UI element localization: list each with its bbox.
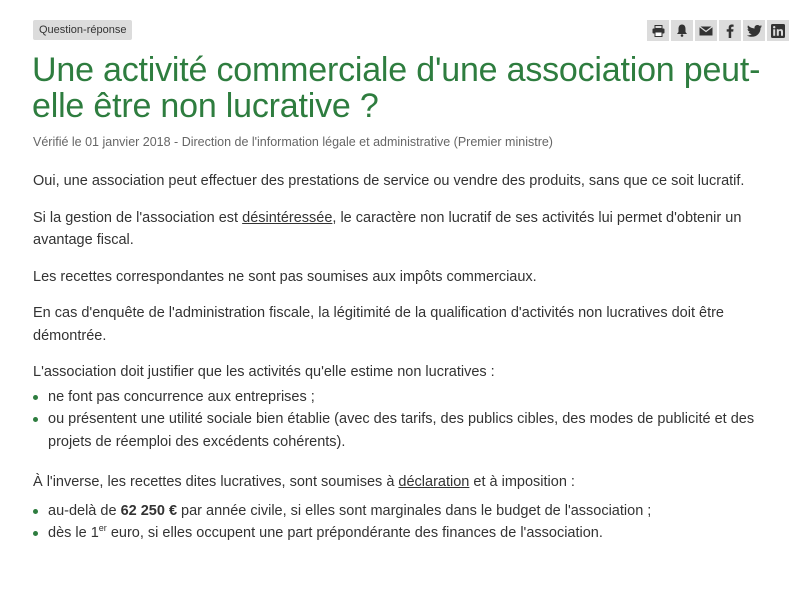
paragraph-1: Oui, une association peut effectuer des prestations de service ou vendre des produits, sans que ce soit lucratif. xyxy=(33,173,745,189)
print-icon xyxy=(652,25,665,37)
verification-meta: Vérifié le 01 janvier 2018 - Direction de l'information légale et administrative (Premier ministre) xyxy=(33,135,553,149)
paragraph-5: L'association doit justifier que les activités qu'elle estime non lucratives : xyxy=(33,364,495,380)
page-title: Une activité commerciale d'une association peut-elle être non lucrative ? xyxy=(32,51,761,125)
print-button[interactable] xyxy=(647,20,669,41)
conditions-list xyxy=(33,386,778,454)
alert-button[interactable] xyxy=(671,20,693,41)
declaration-link[interactable]: déclaration xyxy=(398,474,470,490)
bell-icon xyxy=(676,24,688,37)
list-item: ne font pas concurrence aux entreprises ; xyxy=(33,386,778,409)
category-badge: Question-réponse xyxy=(33,20,132,40)
lucrative-list xyxy=(33,500,778,545)
linkedin-icon xyxy=(771,24,785,38)
list-item: au-delà de 62 250 € par année civile, si elles sont marginales dans le budget de l'association ; xyxy=(33,500,778,523)
paragraph-6: À l'inverse, les recettes dites lucratives, sont soumises à déclaration et à imposition : xyxy=(33,474,575,490)
paragraph-4: En cas d'enquête de l'administration fiscale, la légitimité de la qualification d'activités non lucratives doit être démontrée. xyxy=(33,305,724,344)
facebook-icon xyxy=(726,24,734,38)
linkedin-button[interactable] xyxy=(767,20,789,41)
article-body xyxy=(33,170,778,561)
twitter-button[interactable] xyxy=(743,20,765,41)
paragraph-3: Les recettes correspondantes ne sont pas soumises aux impôts commerciaux. xyxy=(33,268,537,285)
share-toolbar xyxy=(647,20,789,41)
list-item: dès le 1er euro, si elles occupent une part prépondérante des finances de l'association. xyxy=(33,522,778,545)
facebook-button[interactable] xyxy=(719,20,741,41)
paragraph-2: Si la gestion de l'association est désintéressée, le caractère non lucratif de ses activités lui permet d'obtenir un avantage fiscal. xyxy=(33,209,742,248)
desinteressee-link[interactable]: désintéressée xyxy=(242,209,333,226)
twitter-icon xyxy=(747,25,762,37)
list-item: ou présentent une utilité sociale bien établie (avec des tarifs, des publics cibles, des modes de publicité et des projets de réemploi des excédents cohérents). xyxy=(33,408,778,453)
mail-icon xyxy=(699,26,713,36)
mail-button[interactable] xyxy=(695,20,717,41)
